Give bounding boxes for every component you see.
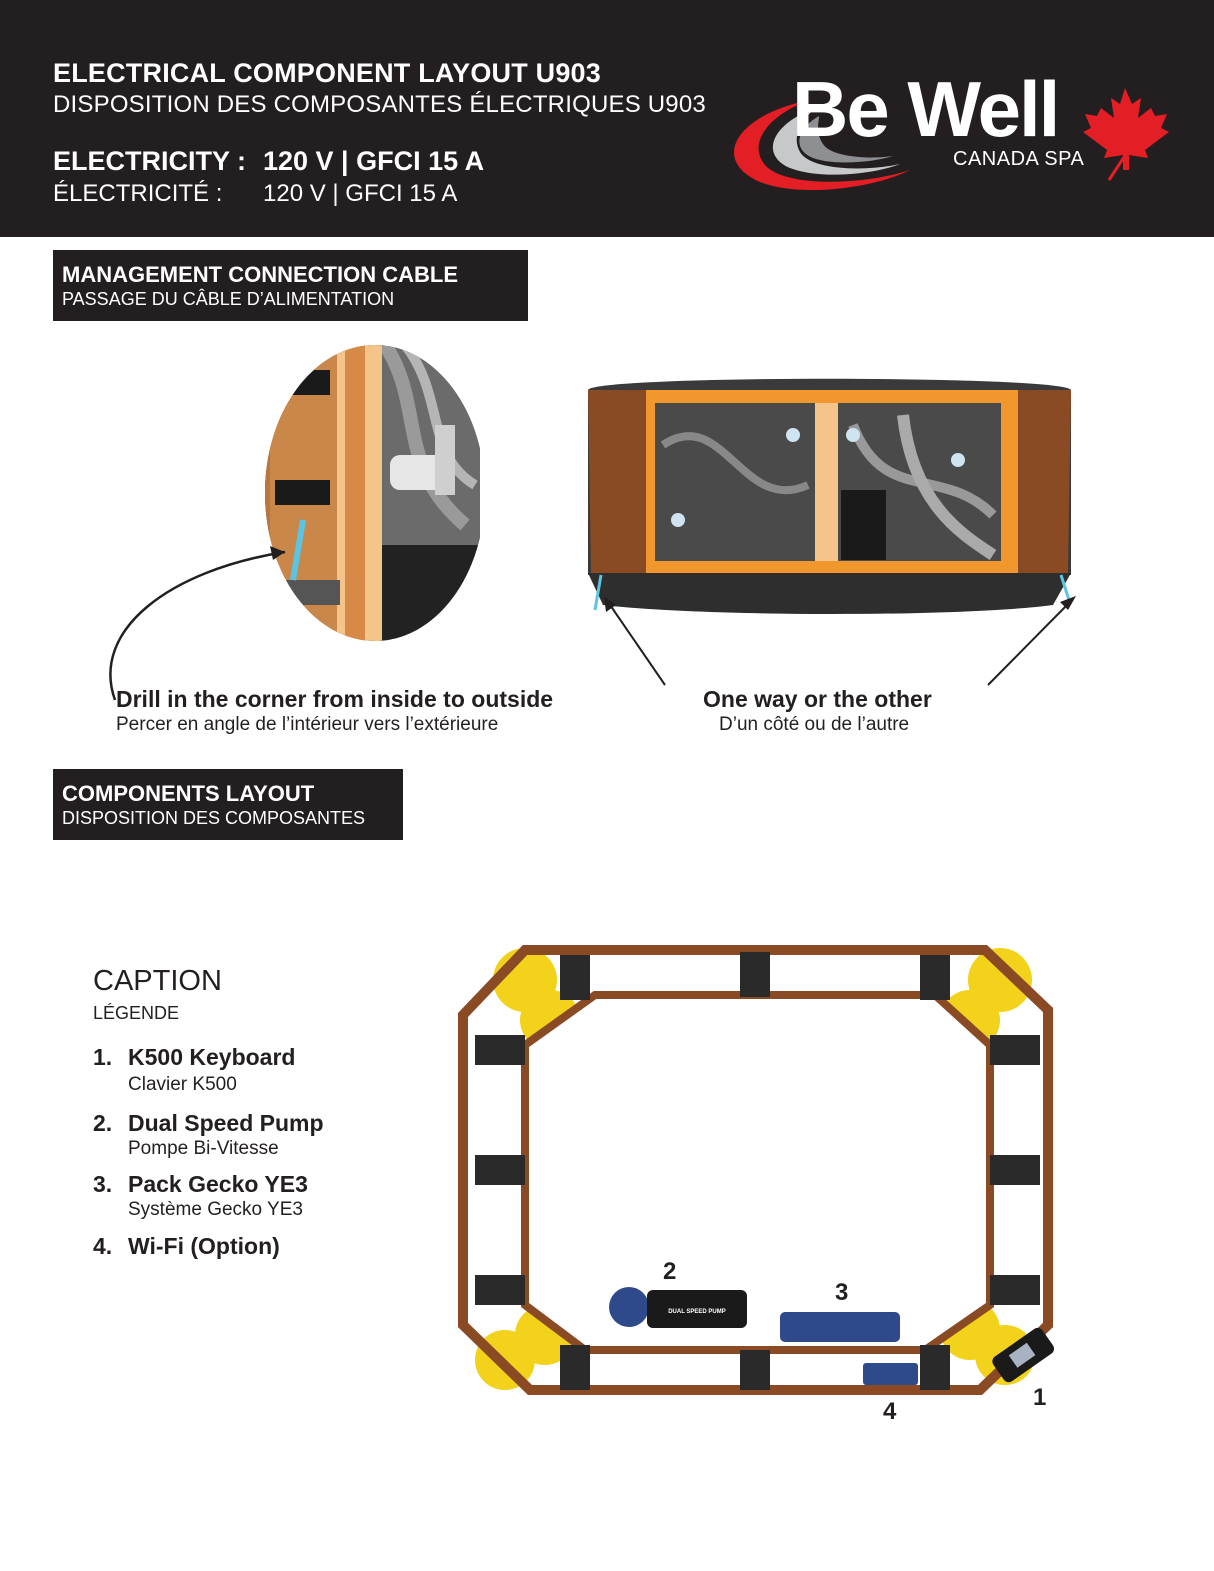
legend-subtitle: LÉGENDE: [93, 1003, 180, 1023]
dual-speed-pump: [609, 1287, 747, 1328]
side-caption-fr: D’un côté ou de l’autre: [719, 714, 910, 735]
electricity-label-fr: ÉLECTRICITÉ :: [53, 180, 223, 207]
electricity-value: 120 V | GFCI 15 A: [263, 146, 485, 176]
pump-label: DUAL SPEED PUMP: [668, 1309, 726, 1315]
gecko-pack: [780, 1312, 900, 1342]
section-banner-components: [53, 769, 403, 840]
marker-keyboard: 1: [1033, 1384, 1047, 1411]
marker-pack: 3: [835, 1279, 849, 1306]
marker-pump: 2: [663, 1258, 677, 1285]
legend-label: Wi-Fi (Option): [128, 1233, 280, 1259]
maple-leaf-icon: [1083, 88, 1169, 180]
legend-label-fr: Clavier K500: [128, 1074, 237, 1095]
legend-label: Pack Gecko YE3: [128, 1171, 308, 1197]
legend-number: 2.: [93, 1110, 113, 1136]
drill-arrow: [100, 540, 300, 710]
drill-caption: Drill in the corner from inside to outside: [116, 686, 554, 712]
side-arrows: [600, 590, 1090, 690]
section-subtitle: DISPOSITION DES COMPOSANTES: [62, 808, 366, 828]
spa-cabinet-illustration: [583, 365, 1078, 620]
drill-caption-fr: Percer en angle de l’intérieur vers l’extérieure: [116, 714, 499, 735]
frame-layout-illustration: [455, 940, 1060, 1410]
legend-number: 4.: [93, 1233, 113, 1259]
legend-number: 1.: [93, 1044, 113, 1070]
legend-label: K500 Keyboard: [128, 1044, 296, 1070]
section-subtitle: PASSAGE DU CÂBLE D’ALIMENTATION: [62, 289, 395, 309]
legend-title: CAPTION: [93, 965, 222, 997]
marker-wifi: 4: [883, 1398, 897, 1425]
side-caption: One way or the other: [703, 686, 932, 712]
legend-label: Dual Speed Pump: [128, 1110, 324, 1136]
wifi-module: [863, 1363, 918, 1385]
logo-tagline: CANADA SPA: [953, 148, 1085, 170]
legend-label-fr: Système Gecko YE3: [128, 1199, 303, 1220]
legend-label-fr: Pompe Bi-Vitesse: [128, 1138, 279, 1159]
page-title: ELECTRICAL COMPONENT LAYOUT U903: [53, 58, 601, 88]
legend-number: 3.: [93, 1171, 113, 1197]
page-subtitle: DISPOSITION DES COMPOSANTES ÉLECTRIQUES U903: [53, 91, 706, 118]
electricity-label: ELECTRICITY :: [53, 146, 247, 176]
section-title: COMPONENTS LAYOUT: [62, 781, 315, 806]
section-banner-cable: [53, 250, 528, 321]
electricity-value-fr: 120 V | GFCI 15 A: [263, 180, 458, 207]
section-title: MANAGEMENT CONNECTION CABLE: [62, 262, 458, 287]
page-header: [0, 0, 1214, 237]
logo-name: Be Well: [792, 65, 1059, 153]
